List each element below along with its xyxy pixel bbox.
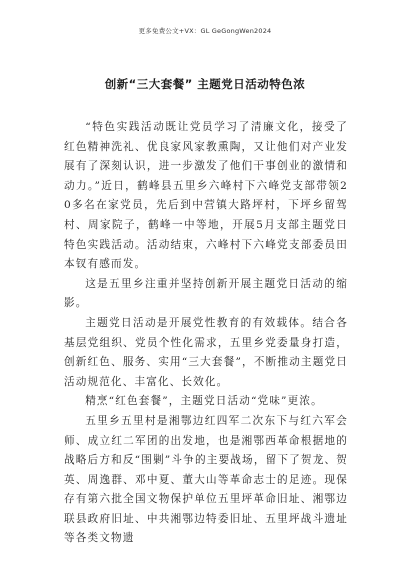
- paragraph-4: 精烹“红色套餐”，主题党日活动“党味”更浓。: [85, 395, 323, 408]
- header-note: 更多免费公文+VX：GL GeGongWen2024: [138, 27, 272, 35]
- paragraph-1: “特色实践活动既让党员学习了清廉文化，接受了红色精神洗礼、优良家风家教熏陶，又让他们对产业发展有了深刻认识，进一步激发了他们干事创业的激情和动力。”近日，鹤峰县五里乡六峰村下六峰党支部带领20多名在家党员，先后到中营镇大路坪村，下坪乡留驾村、周家院子，鹤峰一中等地，开展5月支部主题党日特色实践活动。活动结束，六峰村下六峰党支部委员田本钗有感而发。: [64, 121, 348, 271]
- paragraph-3: 主题党日活动是开展党性教育的有效载体。结合各基层党组织、党员个性化需求，五里乡党委量身打造，创新红色、服务、实用“三大套餐”，不断推动主题党日活动规范化、丰富化、长效化。: [64, 316, 348, 388]
- document-body: [64, 118, 348, 549]
- paragraph-5: 五里乡五里村是湘鄂边红四军二次东下与红六军会师、成立红二军团的出发地，也是湘鄂西革命根据地的战略后方和反“围剿”斗争的主要战场，留下了贺龙、贺英、周逸群、邓中夏、董大山等革命志士的足迹。现保存有第六批全国文物保护单位五里坪革命旧址、湘鄂边联县政府旧址、中共湘鄂边特委旧址、五里坪战斗遗址等各类文物遗: [64, 414, 348, 545]
- document-title: 创新“三大套餐” 主题党日活动特色浓: [104, 77, 306, 91]
- paragraph-2: 这是五里乡注重并坚持创新开展主题党日活动的缩影。: [64, 277, 348, 310]
